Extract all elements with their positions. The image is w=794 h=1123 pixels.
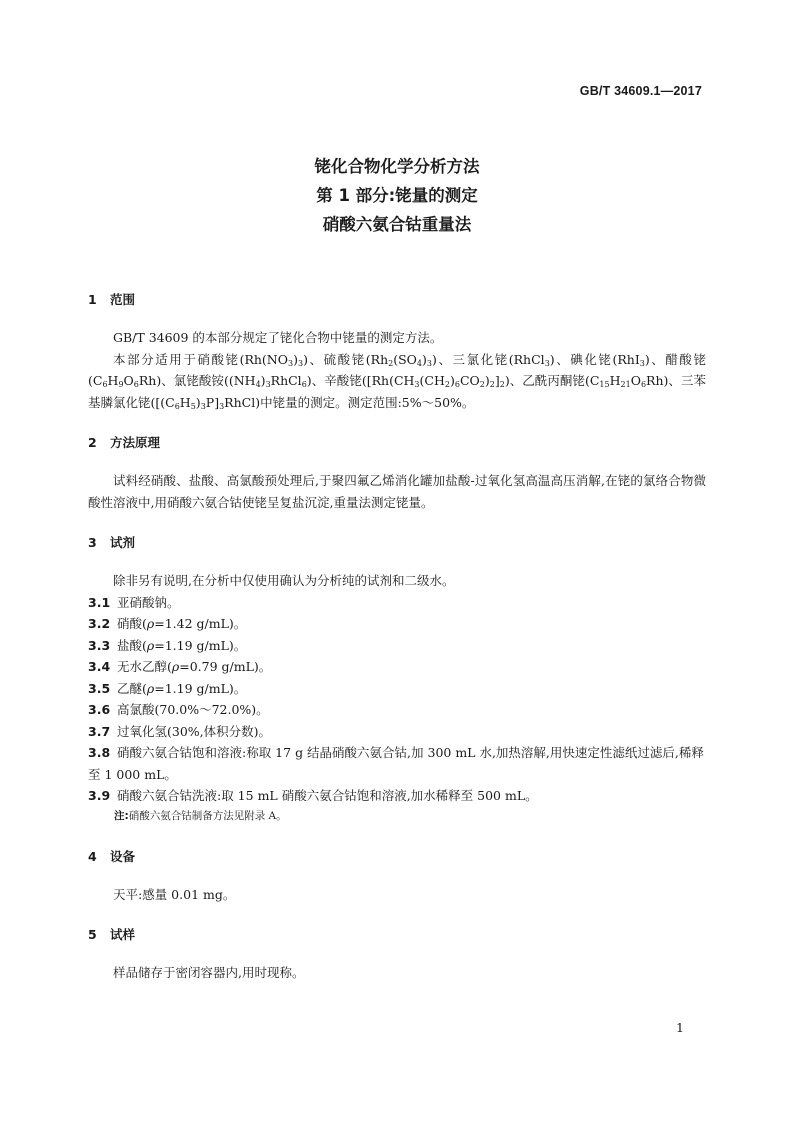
section-number: 5 [88, 927, 97, 942]
reagent-item-3-3: 3.3 盐酸(ρ=1.19 g/mL)。 [88, 637, 247, 653]
section-title: 试剂 [110, 535, 136, 550]
section-number: 3 [88, 535, 97, 550]
section-5-heading [88, 924, 706, 945]
document-title [0, 152, 794, 239]
section-4-heading [88, 846, 706, 867]
section-number: 1 [88, 292, 97, 307]
reagent-item-3-4: 3.4 无水乙醇(ρ=0.79 g/mL)。 [88, 659, 272, 674]
reagent-item-3-7: 3.7 过氧化氢(30%,体积分数)。 [88, 723, 272, 739]
reagent-item-3-8: 3.8 硝酸六氨合钴饱和溶液:称取 17 g 结晶硝酸六氨合钴,加 300 mL 水,加热溶解,用快速定性滤纸过滤后,稀释至 1 000 mL。 [88, 745, 704, 782]
equipment-paragraph: 天平:感量 0.01 mg。 [113, 886, 236, 902]
section-title: 试样 [110, 927, 136, 942]
reagent-item-3-6: 3.6 高氯酸(70.0%～72.0%)。 [88, 702, 269, 717]
section-title: 范围 [110, 292, 136, 307]
document-body [88, 289, 706, 984]
page-number: 1 [676, 1020, 684, 1035]
reagent-item-3-2: 3.2 硝酸(ρ=1.42 g/mL)。 [88, 616, 247, 631]
reagent-item-3-9: 3.9 硝酸六氨合钴洗液:取 15 mL 硝酸六氨合钴饱和溶液,加水稀释至 500 mL。 [88, 788, 538, 803]
reagents-intro: 除非另有说明,在分析中仅使用确认为分析纯的试剂和二级水。 [113, 573, 455, 588]
title-line-2: 第 1 部分:铑量的测定 [316, 186, 478, 205]
standard-number: GB/T 34609.1—2017 [579, 84, 702, 98]
section-3-heading [88, 532, 706, 553]
reagent-item-3-1: 3.1 亚硝酸钠。 [88, 594, 180, 610]
principle-paragraph: 试料经硝酸、盐酸、高氯酸预处理后,于聚四氟乙烯消化罐加盐酸-过氧化氢高温高压消解,在铑的氯络合物微酸性溶液中,用硝酸六氨合钴使铑呈复盐沉淀,重量法测定铑量。 [88, 473, 706, 510]
section-2-heading [88, 432, 706, 453]
section-number: 2 [88, 435, 97, 450]
scope-paragraph-2: 本部分适用于硝酸铑$(Rh(NO_3)_3)$、硫酸铑$(Rh_2(SO_4)_3)$、三氯化铑(RhCl$_3$)、碘化铑(RhI$_3$)、醋酸铑$(C_6H_9O_6Rh)$、氯铑酸铵$((NH_4)_3RhCl_6)$、辛酸铑$([Rh(CH_3(CH_2)_6CO_2)_2]_2)$、乙酰丙酮铑$(C_{15}H_{21}O_6Rh)$、三苯基膦氯化铑$([(C_6H_5)_3P]_3RhCl)$中铑量的测定。测定范围:5%～50%。 [88, 351, 707, 411]
reagent-note: 注:硝酸六氨合钴制备方法见附录 A。 [114, 809, 287, 822]
sample-paragraph: 样品储存于密闭容器内,用时现称。 [113, 965, 305, 980]
section-number: 4 [88, 848, 97, 864]
section-title: 设备 [110, 848, 136, 864]
title-line-1: 铑化合物化学分析方法 [314, 157, 480, 176]
section-title: 方法原理 [110, 435, 161, 450]
title-line-3: 硝酸六氨合钴重量法 [322, 215, 472, 234]
scope-paragraph-1: GB/T 34609 的本部分规定了铑化合物中铑量的测定方法。 [113, 330, 443, 345]
section-1-heading [88, 289, 706, 310]
reagent-item-3-5: 3.5 乙醚(ρ=1.19 g/mL)。 [88, 680, 247, 696]
